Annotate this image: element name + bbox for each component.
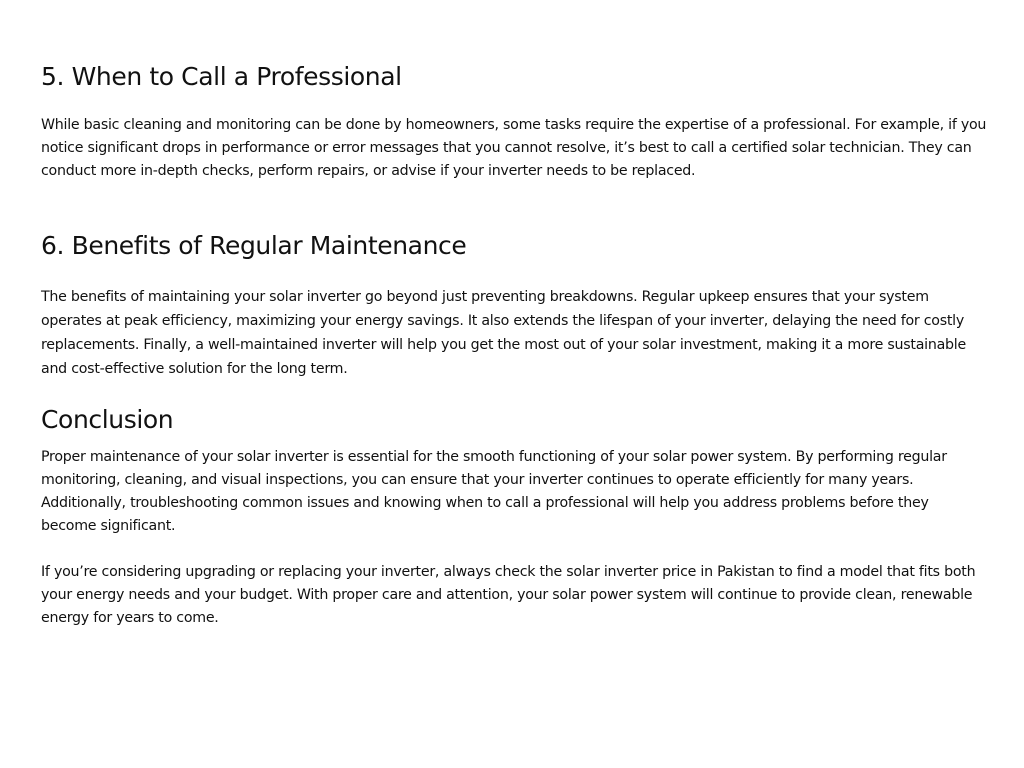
section-heading-conclusion: Conclusion [41,405,174,434]
conclusion-paragraph-1: Proper maintenance of your solar inverter is essential for the smooth functioning of your solar power system. By performing regular monitoring, cleaning, and visual inspections, you can ensure that your inverter continues to operate efficiently for many years. Additionally, troubleshooting common issues and knowing when to call a professional will help you address problems before they become significant. [41,449,947,534]
conclusion-paragraph-2: If you’re considering upgrading or replacing your inverter, always check the solar inverter price in Pakistan to find a model that fits both your energy needs and your budget. With proper care and attention, your solar power system will continue to provide clean, renewable energy for years to come. [41,564,976,626]
section-heading-when-to-call-professional: 5. When to Call a Professional [41,62,402,91]
section-paragraph-benefits-of-maintenance: The benefits of maintaining your solar inverter go beyond just preventing breakdowns. Regular upkeep ensures that your system operates at peak efficiency, maximizing your energy savings. It also extends the lifespan of your inverter, delaying the need for costly replacements. Finally, a well-maintained inverter will help you get the most out of your solar investment, making it a more sustainable and cost-effective solution for the long term. [41,289,966,377]
section-paragraph-when-to-call-professional: While basic cleaning and monitoring can be done by homeowners, some tasks require the expertise of a professional. For example, if you notice significant drops in performance or error messages that you cannot resolve, it’s best to call a certified solar technician. They can conduct more in-depth checks, perform repairs, or advise if your inverter needs to be replaced. [41,117,987,179]
section-heading-benefits-of-maintenance: 6. Benefits of Regular Maintenance [41,231,467,260]
